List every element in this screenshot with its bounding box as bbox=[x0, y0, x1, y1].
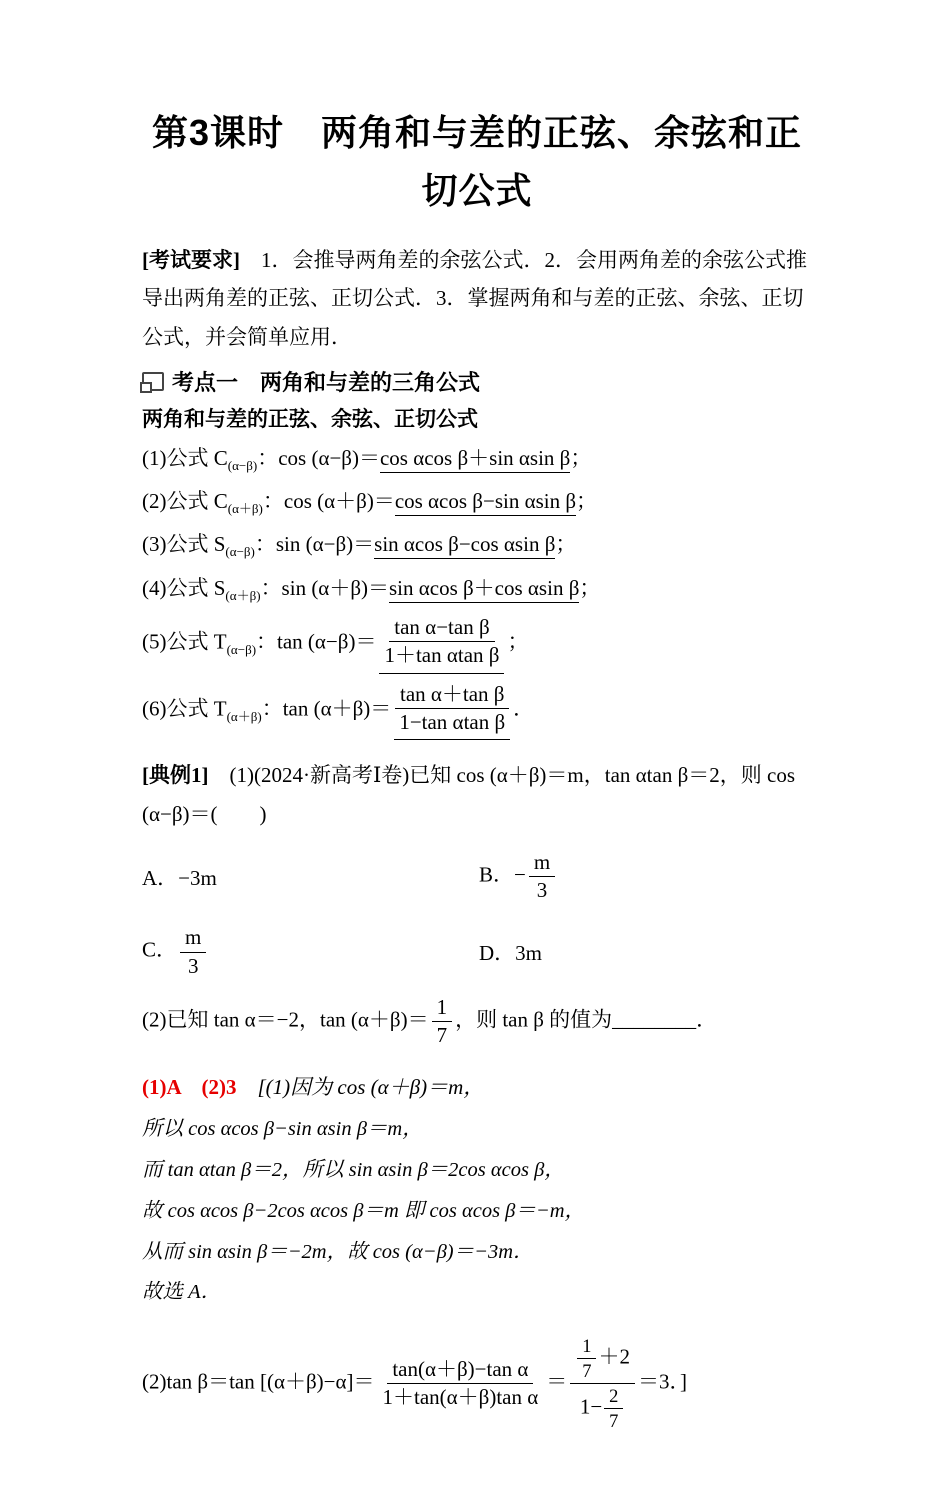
explanation-line-5: 故选 A． bbox=[142, 1281, 222, 1304]
explanation-line-2: 而 tan αtan β＝2，所以 sin αsin β＝2cos αcos β， bbox=[142, 1158, 565, 1181]
formula-line-3: (3)公式 $S_{(\alpha-\beta)}$：sin (α−β)＝sin αcos β−cos αsin β； bbox=[142, 532, 577, 560]
example-question-2: (2)已知 tan α＝−2，tan (α＋β)＝ $\frac{1}{7}$ ，则 tan β 的值为________． bbox=[142, 994, 718, 1048]
formula-line-6: (6)公式 $T_{(\alpha+\beta)}$：tan (α＋β)＝ $\frac{\text{tan α＋tan β}}{\text{1−tan αtan β}}$ ． bbox=[142, 681, 812, 741]
option-d: D．3m bbox=[479, 941, 542, 966]
final-equation: (2)tan β＝tan [(α＋β)−α]＝ $\frac{\text{tan(α＋β)−tan α}}{\text{1＋tan(α＋β)tan α}}$ ＝ $\frac{1}{7}$ ＋2 1− $\frac{2}{7}$ ＝3．] bbox=[142, 1336, 687, 1432]
page-title-line2: 切公式 bbox=[421, 169, 533, 211]
answer-line: (1)A (2)3 [(1)因为 cos (α＋β)＝m， bbox=[142, 1074, 485, 1099]
exam-requirements: [考试要求] 1．会推导两角差的余弦公式．2．会用两角差的余弦公式推导出两角差的正弦、正切公式．3．掌握两角和与差的正弦、余弦、正切公式，并会简单应用． bbox=[142, 248, 807, 349]
page-title bbox=[142, 104, 812, 219]
explanation-line-1: 所以 cos αcos β−sin αsin β＝m， bbox=[142, 1117, 423, 1140]
example-question-1: [典例1] (1)(2024·新高考Ⅰ卷)已知 cos (α＋β)＝m，tan αtan β＝2，则 cos (α−β)＝( ) bbox=[142, 763, 796, 826]
formula-line-1: (1)公式 $C_{(\alpha-\beta)}$：cos (α−β)＝cos αcos β＋sin αsin β； bbox=[142, 445, 592, 474]
formula-list bbox=[142, 441, 812, 740]
topic-title: 考点一 两角和与差的三角公式 bbox=[172, 369, 481, 395]
option-grid bbox=[142, 849, 812, 980]
topic-header bbox=[142, 366, 812, 397]
formula-line-5: (5)公式 $T_{(\alpha-\beta)}$：tan (α−β)＝ $\frac{\text{tan α−tan β}}{\text{1＋tan αtan β}}$ ； bbox=[142, 614, 812, 674]
formula-subheading: 两角和与差的正弦、余弦、正切公式 bbox=[142, 407, 478, 431]
formula-line-4: (4)公式 $S_{(\alpha+\beta)}$：sin (α＋β)＝sin αcos β＋cos αsin β； bbox=[142, 575, 601, 603]
explanation-line-3: 故 cos αcos β−2cos αcos β＝m 即 cos αcos β＝−m， bbox=[142, 1199, 586, 1222]
formula-line-2: (2)公式 $C_{(\alpha+\beta)}$：cos (α＋β)＝cos αcos β−sin αsin β； bbox=[142, 489, 598, 517]
page-title-line1: 第3课时 两角和与差的正弦、余弦和正 bbox=[151, 112, 803, 153]
explanation-line-4: 从而 sin αsin β＝−2m，故 cos (α−β)＝−3m． bbox=[142, 1240, 534, 1263]
option-b: B．− $\frac{m}{3}$ bbox=[479, 849, 812, 905]
topic-icon bbox=[142, 372, 164, 391]
option-c: C． $\frac{m}{3}$ bbox=[142, 924, 479, 980]
option-a: A．−3m bbox=[142, 865, 217, 890]
explanation-block bbox=[142, 1110, 812, 1313]
